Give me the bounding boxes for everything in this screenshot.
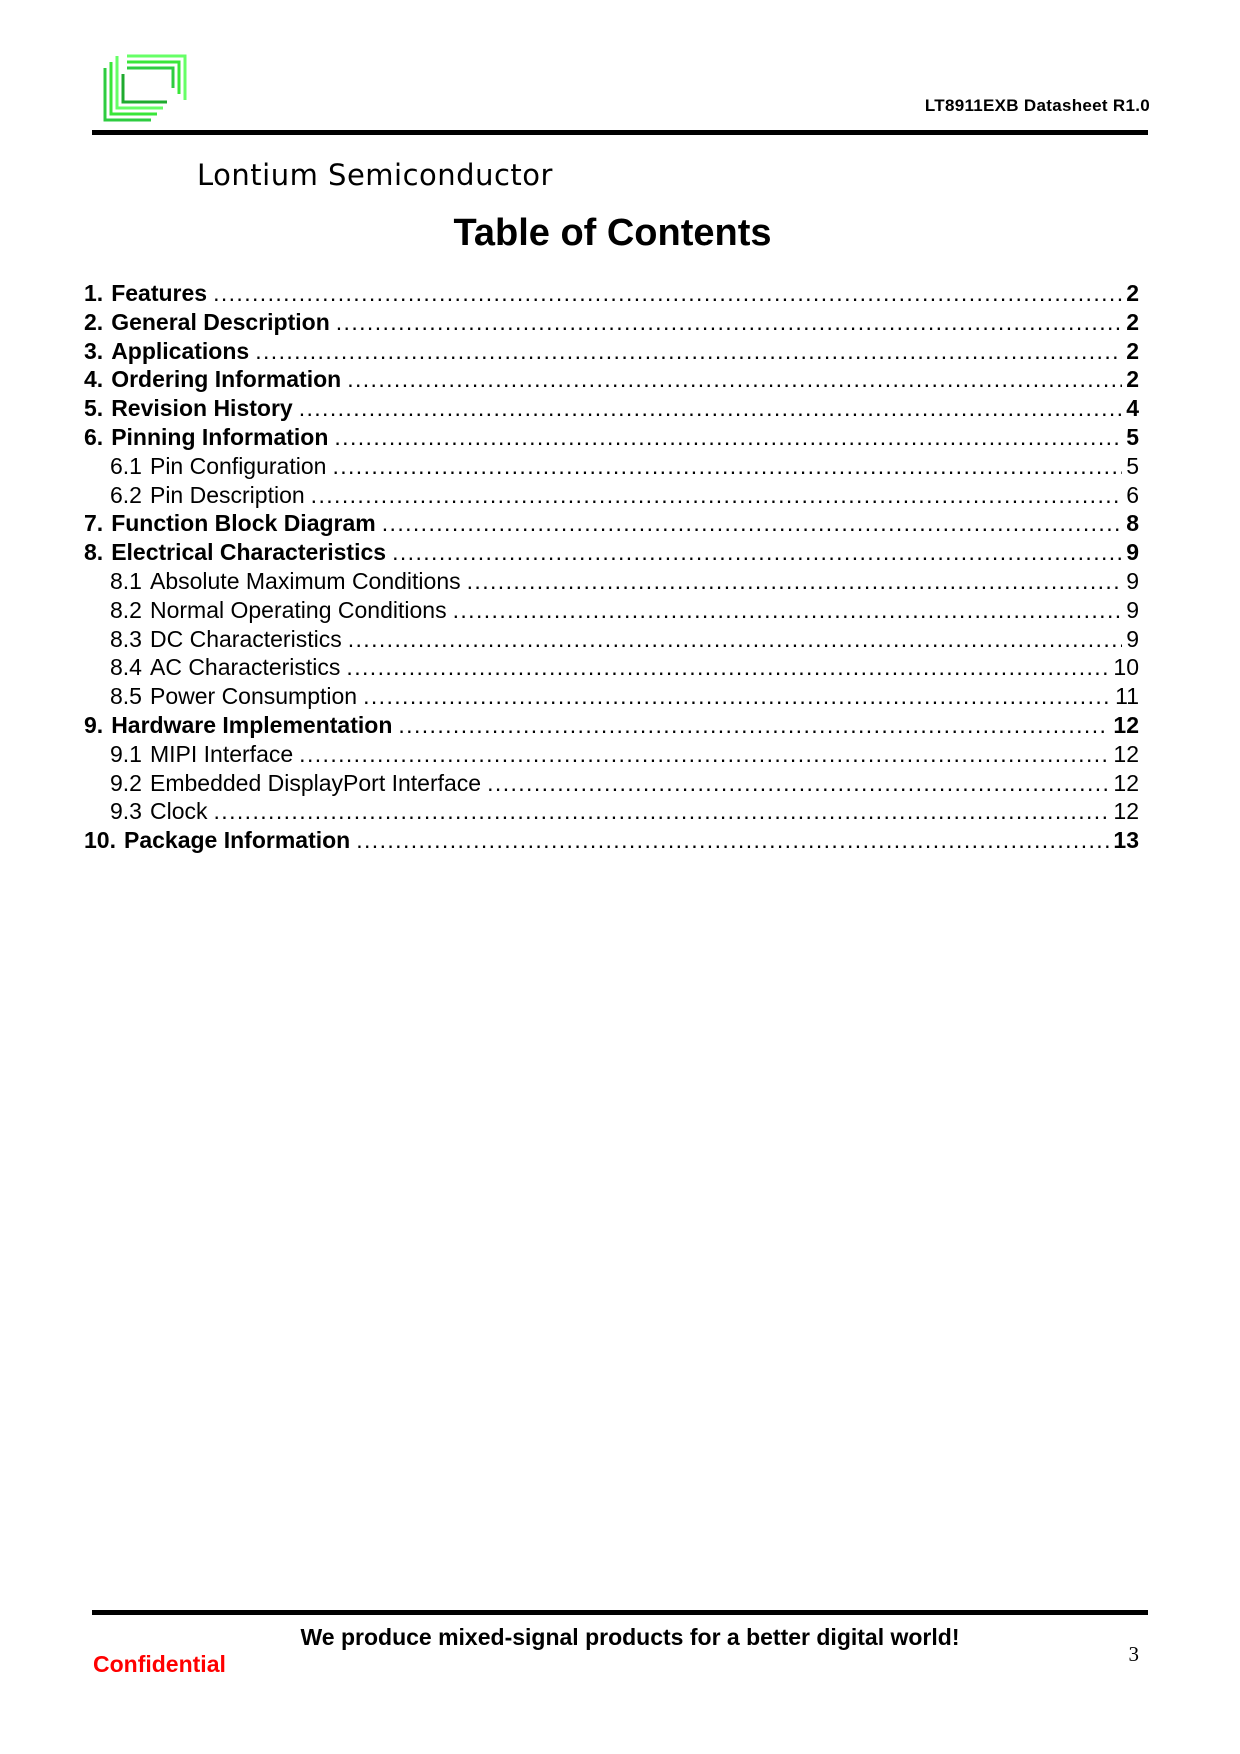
toc-leader-dots bbox=[398, 712, 1109, 739]
toc-entry-number: 9. bbox=[84, 711, 104, 738]
toc-entry-page: 9 bbox=[1126, 567, 1139, 594]
toc-entry-number: 8.1 bbox=[110, 567, 142, 594]
toc-entry-number: 10. bbox=[84, 827, 116, 854]
toc-entry-number: 8. bbox=[84, 539, 104, 566]
toc-entry[interactable] bbox=[84, 827, 1139, 856]
toc-entry-number: 4. bbox=[84, 366, 104, 393]
toc-entry-number: 8.3 bbox=[110, 625, 142, 652]
toc-entry-number: 8.2 bbox=[110, 596, 142, 623]
toc-leader-dots bbox=[299, 395, 1123, 422]
toc-entry-label: Features bbox=[111, 280, 208, 306]
toc-leader-dots bbox=[311, 482, 1123, 509]
toc-entry[interactable] bbox=[84, 741, 1139, 770]
toc-entry[interactable] bbox=[84, 770, 1139, 799]
toc-entry[interactable] bbox=[84, 654, 1139, 683]
toc-entry-page: 12 bbox=[1113, 798, 1139, 825]
toc-entry-label: Ordering Information bbox=[111, 366, 342, 393]
toc-entry-label: Pin Configuration bbox=[149, 452, 327, 479]
toc-entry[interactable] bbox=[84, 597, 1139, 626]
toc-leader-dots bbox=[334, 424, 1122, 451]
toc-leader-dots bbox=[213, 280, 1122, 307]
toc-entry-number: 8.4 bbox=[110, 654, 142, 681]
toc-entry-label: Electrical Characteristics bbox=[111, 539, 387, 566]
toc-leader-dots bbox=[336, 309, 1122, 336]
toc-entry-page: 12 bbox=[1113, 769, 1139, 796]
toc-entry[interactable] bbox=[84, 366, 1139, 395]
toc-entry-number: 6. bbox=[84, 423, 104, 450]
company-name: Lontium Semiconductor bbox=[197, 158, 553, 192]
toc-entry[interactable] bbox=[84, 510, 1139, 539]
toc-entry-page: 2 bbox=[1126, 308, 1139, 335]
toc-entry-number: 9.3 bbox=[110, 798, 142, 825]
table-of-contents bbox=[84, 280, 1139, 856]
toc-entry-number: 6.1 bbox=[110, 452, 142, 479]
toc-entry-page: 2 bbox=[1126, 366, 1139, 393]
toc-entry[interactable] bbox=[84, 424, 1139, 453]
toc-leader-dots bbox=[467, 568, 1123, 595]
toc-entry-label: Clock bbox=[149, 798, 208, 825]
toc-entry-page: 10 bbox=[1113, 654, 1139, 681]
toc-entry[interactable] bbox=[84, 568, 1139, 597]
toc-leader-dots bbox=[453, 597, 1123, 624]
toc-entry-label: Revision History bbox=[111, 395, 293, 422]
toc-entry-label: Absolute Maximum Conditions bbox=[149, 567, 461, 594]
toc-entry-label: Embedded DisplayPort Interface bbox=[149, 769, 482, 796]
toc-entry-page: 6 bbox=[1126, 481, 1139, 508]
toc-leader-dots bbox=[382, 510, 1122, 537]
toc-entry-label: Power Consumption bbox=[149, 683, 358, 710]
toc-entry-label: Pinning Information bbox=[111, 423, 329, 450]
toc-entry-page: 8 bbox=[1126, 510, 1139, 537]
toc-entry[interactable] bbox=[84, 338, 1139, 367]
toc-leader-dots bbox=[214, 798, 1110, 825]
toc-leader-dots bbox=[363, 683, 1111, 710]
toc-entry-number: 1. bbox=[84, 280, 104, 306]
toc-entry-page: 9 bbox=[1126, 625, 1139, 652]
toc-entry-page: 2 bbox=[1126, 337, 1139, 364]
document-id: LT8911EXB Datasheet R1.0 bbox=[924, 96, 1150, 115]
toc-leader-dots bbox=[356, 827, 1109, 854]
lontium-logo-icon bbox=[101, 54, 189, 126]
toc-leader-dots bbox=[487, 770, 1109, 797]
page-number: 3 bbox=[1128, 1642, 1139, 1666]
toc-entry[interactable] bbox=[84, 280, 1139, 309]
toc-entry-label: Normal Operating Conditions bbox=[149, 596, 447, 623]
toc-entry-page: 2 bbox=[1126, 280, 1139, 306]
toc-leader-dots bbox=[347, 366, 1122, 393]
toc-entry[interactable] bbox=[84, 712, 1139, 741]
toc-leader-dots bbox=[346, 654, 1109, 681]
toc-entry-label: Package Information bbox=[123, 827, 351, 854]
toc-entry[interactable] bbox=[84, 453, 1139, 482]
toc-entry[interactable] bbox=[84, 539, 1139, 568]
toc-entry-page: 9 bbox=[1126, 596, 1139, 623]
toc-entry-label: Pin Description bbox=[149, 481, 305, 508]
toc-entry-page: 9 bbox=[1126, 539, 1139, 566]
toc-leader-dots bbox=[392, 539, 1122, 566]
footer-divider bbox=[92, 1610, 1148, 1615]
toc-leader-dots bbox=[255, 338, 1122, 365]
toc-entry-page: 5 bbox=[1126, 452, 1139, 479]
toc-leader-dots bbox=[332, 453, 1122, 480]
toc-leader-dots bbox=[348, 626, 1123, 653]
toc-entry-label: AC Characteristics bbox=[149, 654, 341, 681]
toc-leader-dots bbox=[299, 741, 1109, 768]
toc-entry-page: 4 bbox=[1126, 395, 1139, 422]
toc-entry[interactable] bbox=[84, 683, 1139, 712]
toc-entry-page: 5 bbox=[1126, 423, 1139, 450]
toc-entry[interactable] bbox=[84, 482, 1139, 511]
toc-entry[interactable] bbox=[84, 626, 1139, 655]
toc-entry-number: 2. bbox=[84, 308, 104, 335]
footer-slogan: We produce mixed-signal products for a better digital world! bbox=[300, 1624, 960, 1650]
toc-entry[interactable] bbox=[84, 395, 1139, 424]
toc-entry-label: Hardware Implementation bbox=[111, 711, 393, 738]
toc-entry[interactable] bbox=[84, 309, 1139, 338]
toc-entry-label: Function Block Diagram bbox=[111, 510, 376, 537]
toc-entry-page: 12 bbox=[1113, 711, 1139, 738]
toc-entry-number: 8.5 bbox=[110, 683, 142, 710]
toc-entry-number: 9.1 bbox=[110, 740, 142, 767]
toc-entry-label: MIPI Interface bbox=[149, 740, 294, 767]
confidential-label: Confidential bbox=[93, 1651, 226, 1677]
toc-entry-number: 6.2 bbox=[110, 481, 142, 508]
toc-entry-number: 9.2 bbox=[110, 769, 142, 796]
toc-entry-page: 13 bbox=[1113, 827, 1139, 854]
header-divider bbox=[92, 130, 1148, 135]
toc-entry-label: DC Characteristics bbox=[149, 625, 342, 652]
toc-entry[interactable] bbox=[84, 798, 1139, 827]
toc-entry-number: 5. bbox=[84, 395, 104, 422]
toc-entry-number: 3. bbox=[84, 337, 104, 364]
toc-entry-label: Applications bbox=[111, 337, 250, 364]
toc-entry-page: 11 bbox=[1115, 683, 1139, 710]
toc-entry-number: 7. bbox=[84, 510, 104, 537]
toc-entry-page: 12 bbox=[1113, 740, 1139, 767]
page-title: Table of Contents bbox=[453, 212, 772, 254]
toc-entry-label: General Description bbox=[111, 308, 330, 335]
